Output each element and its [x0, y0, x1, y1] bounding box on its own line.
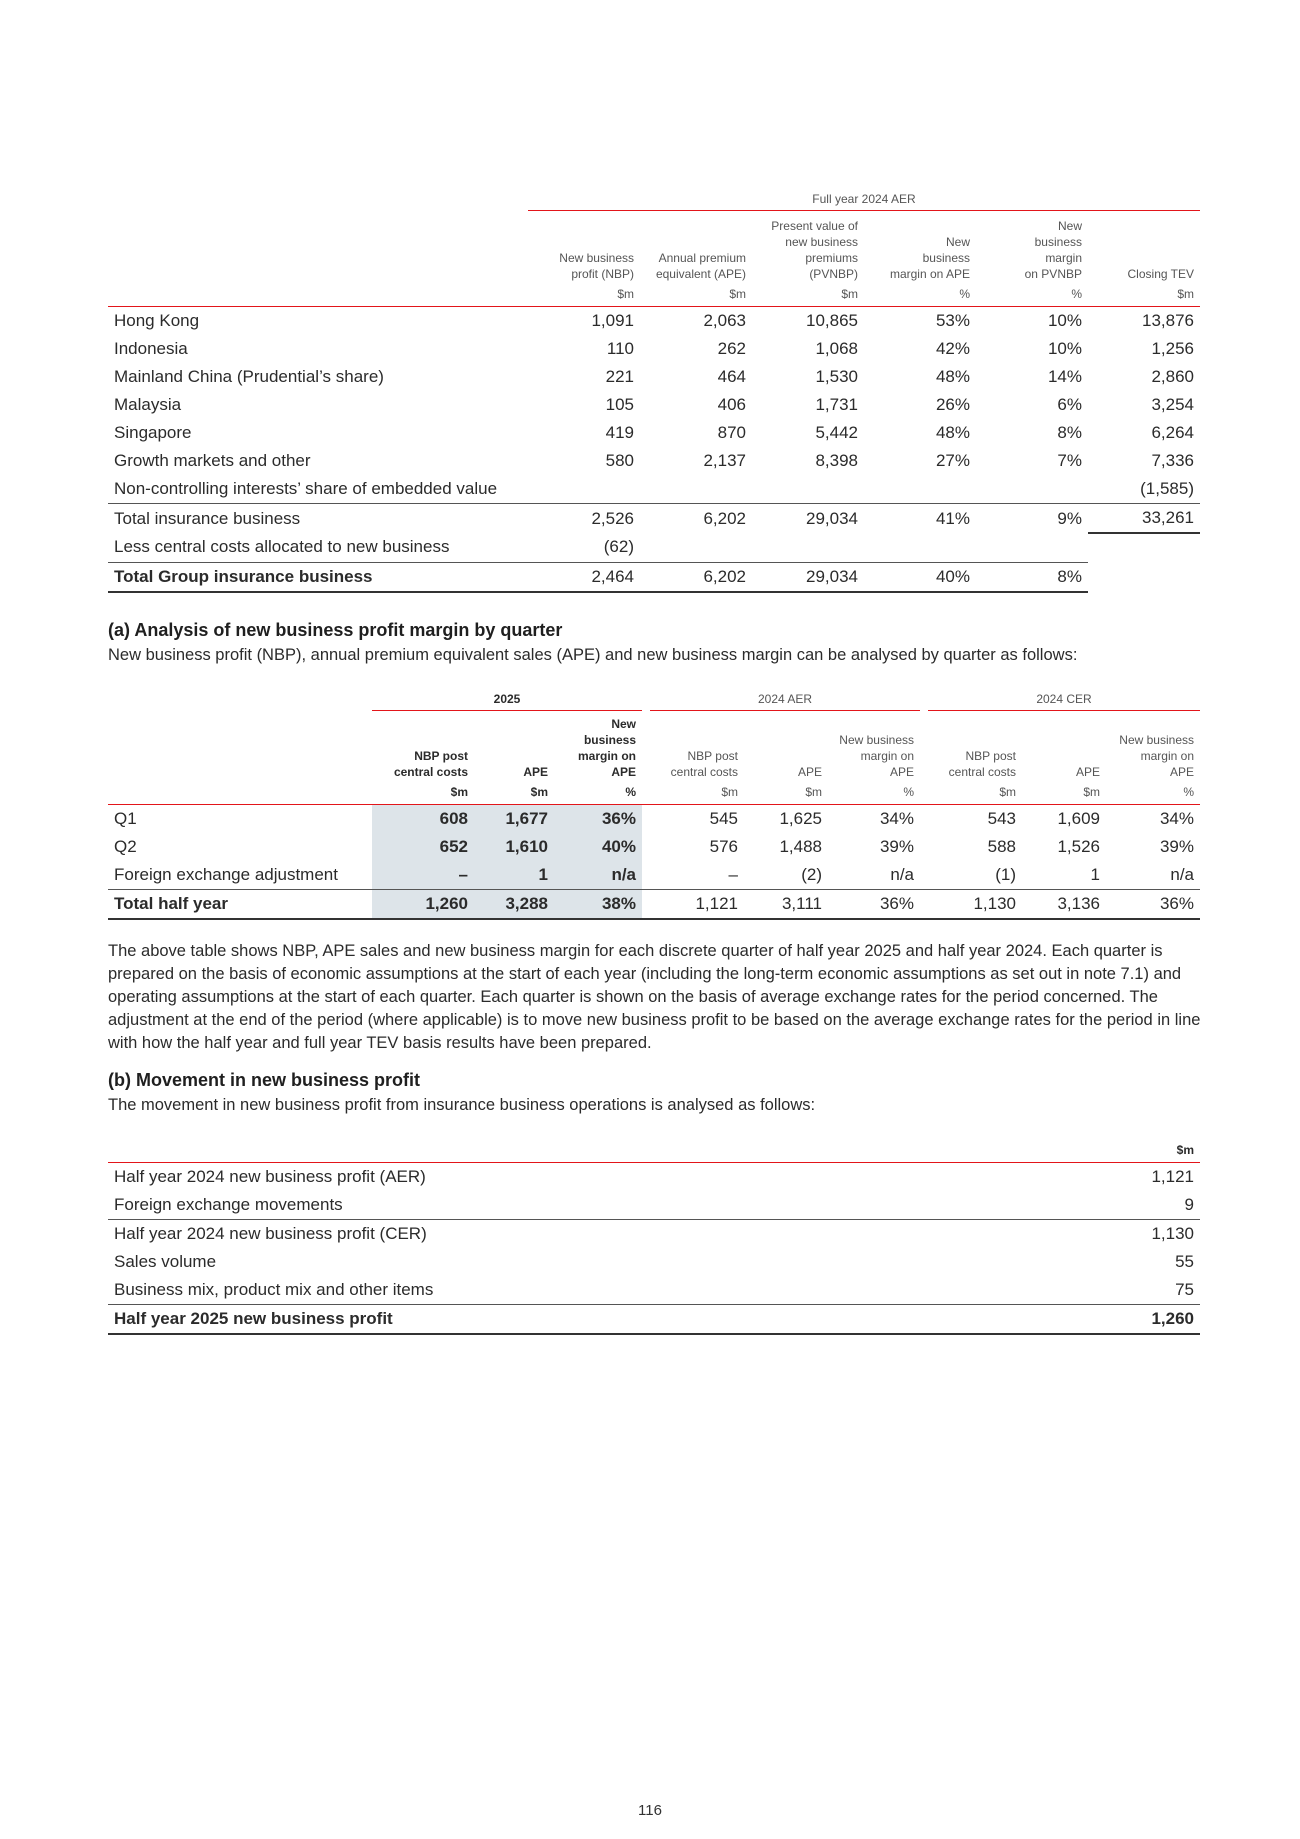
cell: n/a [1170, 865, 1194, 884]
table-row [108, 307, 1200, 336]
cell: 10% [976, 307, 1088, 336]
col-header-margin-cer: New business margin on APE [1119, 733, 1194, 779]
cell: 34% [828, 805, 920, 834]
cell: 652 [372, 833, 474, 861]
cell: 2,860 [1151, 367, 1194, 386]
table-row [108, 475, 1200, 504]
nbp-movement-table [108, 1138, 1200, 1335]
table-row [108, 1276, 1200, 1305]
cell: 36% [1106, 890, 1200, 920]
col-header-nbp: New business profit (NBP) [559, 251, 634, 281]
cell: 7% [1057, 451, 1082, 470]
table-row [108, 447, 1200, 475]
cell [640, 533, 752, 562]
row-label: Malaysia [114, 395, 182, 414]
cell: 39% [1159, 837, 1194, 856]
row-label: Half year 2024 new business profit (CER) [108, 1220, 1008, 1249]
row-label: Total Group insurance business [108, 562, 528, 592]
unit-cell: $m [1176, 1143, 1194, 1157]
cell: 419 [605, 423, 634, 442]
cell: 27% [935, 451, 970, 470]
cell: 8,398 [815, 451, 858, 470]
group-header-2024-cer [928, 692, 1200, 711]
row-label: Mainland China (Prudential’s share) [114, 367, 384, 386]
unit-cell: % [1071, 287, 1082, 301]
cell: 221 [605, 367, 634, 386]
table-row [108, 833, 1200, 861]
cell: 29,034 [752, 504, 864, 534]
unit-cell: $m [617, 287, 634, 301]
cell: 464 [717, 367, 746, 386]
cell: 13,876 [1088, 307, 1200, 336]
cell: 36% [554, 805, 642, 834]
cell: 1,256 [1151, 339, 1194, 358]
cell: 6% [1057, 395, 1082, 414]
table-row [108, 363, 1200, 391]
cell: 1,260 [1008, 1305, 1200, 1335]
cell: 2,137 [703, 451, 746, 470]
cell: 3,288 [474, 890, 554, 920]
cell: 39% [879, 837, 914, 856]
cell: 1,130 [920, 890, 1022, 920]
cell: 48% [935, 367, 970, 386]
cell: 55 [1175, 1252, 1194, 1271]
cell: 53% [864, 307, 976, 336]
nbp-by-quarter-table [108, 716, 1200, 920]
unit-cell: $m [1083, 785, 1100, 799]
cell: 8% [976, 562, 1088, 592]
row-label: Growth markets and other [114, 451, 311, 470]
cell: (2) [801, 865, 822, 884]
table1-header-row [108, 218, 1200, 282]
cell: 8% [1057, 423, 1082, 442]
col-header-ape: Annual premium equivalent (APE) [655, 251, 746, 281]
unit-cell: $m [999, 785, 1016, 799]
cell: 75 [1175, 1280, 1194, 1299]
cell: 9 [1184, 1195, 1194, 1214]
table-row [108, 1191, 1200, 1220]
cell: 2,526 [528, 504, 640, 534]
col-header-ape-aer: APE [797, 765, 822, 779]
row-label: Foreign exchange adjustment [114, 865, 338, 884]
cell [864, 533, 976, 562]
unit-cell: % [903, 785, 914, 799]
cell [864, 475, 976, 504]
cell: 1,610 [474, 833, 554, 861]
cell: 1,530 [815, 367, 858, 386]
col-header-margin-2025: New business margin on APE [577, 717, 636, 779]
cell: 608 [372, 805, 474, 834]
cell: 6,202 [640, 504, 752, 534]
cell: 1 [474, 861, 554, 890]
row-label: Total half year [108, 890, 372, 920]
table1-group-label: Full year 2024 AER [812, 192, 916, 206]
cell: 545 [642, 805, 744, 834]
cell: 870 [717, 423, 746, 442]
cell: n/a [890, 865, 914, 884]
row-label: Sales volume [114, 1252, 217, 1271]
unit-cell: $m [729, 287, 746, 301]
cell: 6,264 [1151, 423, 1194, 442]
cell: 1,488 [779, 837, 822, 856]
cell: 1,121 [642, 890, 744, 920]
cell: 576 [709, 837, 738, 856]
col-header-ape-2025: APE [523, 765, 548, 779]
cell: 1,677 [474, 805, 554, 834]
cell [1088, 562, 1200, 592]
cell: 9% [976, 504, 1088, 534]
cell: 40% [864, 562, 976, 592]
col-header-ape-cer: APE [1075, 765, 1100, 779]
cell: 543 [920, 805, 1022, 834]
cell: 1,526 [1057, 837, 1100, 856]
cell: (1) [995, 865, 1016, 884]
table-row-total-group [108, 562, 1200, 592]
unit-cell: % [959, 287, 970, 301]
cell: – [372, 861, 474, 890]
row-label: Q2 [114, 837, 137, 856]
table-row [108, 391, 1200, 419]
table-row-total-half-year [108, 890, 1200, 920]
table-row [108, 1248, 1200, 1276]
cell: 1,068 [815, 339, 858, 358]
cell: 1,130 [1008, 1220, 1200, 1249]
row-label: Hong Kong [108, 307, 528, 336]
cell: 38% [554, 890, 642, 920]
row-label: Less central costs allocated to new business [114, 537, 450, 557]
cell [1088, 533, 1200, 562]
cell: 3,254 [1151, 395, 1194, 414]
unit-cell: % [625, 785, 636, 799]
table-row [108, 533, 1200, 562]
group-label: 2024 CER [1036, 692, 1092, 706]
section-b-title: (b) Movement in new business profit [108, 1070, 421, 1090]
section-b-intro: The movement in new business profit from insurance business operations is analysed as follows: [108, 1096, 816, 1114]
group-label: 2025 [493, 692, 521, 706]
row-label: Q1 [108, 805, 372, 834]
cell: 1,625 [744, 805, 828, 834]
unit-cell: % [1183, 785, 1194, 799]
unit-cell: $m [721, 785, 738, 799]
cell: 3,111 [744, 890, 828, 920]
cell [752, 475, 864, 504]
cell: 14% [1047, 367, 1082, 386]
table1-group-header [528, 192, 1200, 211]
unit-cell: $m [530, 785, 548, 799]
cell: 105 [605, 395, 634, 414]
col-header-margin-pvnbp: New business margin on PVNBP [1024, 219, 1082, 281]
col-header-closing-tev: Closing TEV [1127, 267, 1194, 281]
cell: 42% [935, 339, 970, 358]
cell: 1,731 [815, 395, 858, 414]
tev-full-year-table [108, 218, 1200, 593]
cell: 5,442 [815, 423, 858, 442]
cell: 41% [864, 504, 976, 534]
cell: 406 [717, 395, 746, 414]
row-label: Singapore [114, 423, 192, 442]
row-label: Business mix, product mix and other items [114, 1280, 434, 1299]
cell: 1,121 [1008, 1163, 1200, 1192]
cell: 588 [987, 837, 1016, 856]
cell: 40% [554, 833, 642, 861]
cell: 29,034 [752, 562, 864, 592]
row-label: Foreign exchange movements [114, 1195, 343, 1214]
cell: – [728, 865, 738, 884]
cell: 10% [1047, 339, 1082, 358]
page-number: 116 [638, 1802, 662, 1819]
cell [752, 533, 864, 562]
row-label: Indonesia [114, 339, 188, 358]
table3-units-row [108, 1138, 1200, 1163]
cell: 110 [606, 339, 634, 358]
note-paragraph: The above table shows NBP, APE sales and new business margin for each discrete quarter of half year 2025 and half year 2024. Each quarter is prepared on the basis of economic assumptions at the start of each year (including the long-term economic assumptions as set out in note 7.1) and operating assumptions at the start of each quarter. Each quarter is shown on the basis of average exchange rates for the period concerned. The adjustment at the end of the period (where applicable) is to move new business profit to be based on the average exchange rates for the period in line with how the half year and full year TEV basis results have been prepared. [108, 942, 1201, 1052]
cell: 10,865 [752, 307, 864, 336]
cell [976, 533, 1088, 562]
cell: 26% [935, 395, 970, 414]
cell: 6,202 [640, 562, 752, 592]
cell: 36% [828, 890, 920, 920]
table-row [108, 1220, 1200, 1249]
cell: 2,063 [640, 307, 752, 336]
table-row [108, 419, 1200, 447]
row-label: Total insurance business [108, 504, 528, 534]
col-header-nbp-aer: NBP post central costs [670, 749, 738, 779]
col-header-nbp-cer: NBP post central costs [948, 749, 1016, 779]
unit-cell: $m [805, 785, 822, 799]
cell: 7,336 [1151, 451, 1194, 470]
table1-units-row [108, 282, 1200, 307]
table-row [108, 861, 1200, 890]
cell: 580 [605, 451, 634, 470]
col-header-margin-ape: New business margin on APE [889, 235, 970, 281]
table-row-total [108, 1305, 1200, 1335]
row-label: Half year 2025 new business profit [108, 1305, 1008, 1335]
cell: 262 [717, 339, 746, 358]
group-label: 2024 AER [757, 692, 813, 706]
table2-units-row [108, 780, 1200, 805]
cell: 1,609 [1022, 805, 1106, 834]
cell [528, 475, 640, 504]
table-row [108, 335, 1200, 363]
row-label: Non-controlling interests’ share of embedded value [114, 479, 498, 498]
cell: 2,464 [528, 562, 640, 592]
cell: (1,585) [1140, 479, 1194, 498]
cell: 34% [1106, 805, 1200, 834]
group-header-2025 [372, 692, 642, 711]
col-header-pvnbp: Present value of new business premiums (PVNBP) [771, 219, 858, 281]
cell [976, 475, 1088, 504]
table-row [108, 1163, 1200, 1192]
table-row-total-insurance [108, 504, 1200, 534]
section-a-title: (a) Analysis of new business profit margin by quarter [108, 620, 563, 640]
cell: 1,260 [372, 890, 474, 920]
table2-header-row [108, 716, 1200, 780]
cell: n/a [554, 861, 642, 890]
cell: 1 [1090, 865, 1100, 884]
col-header-margin-aer: New business margin on APE [839, 733, 914, 779]
cell [640, 475, 752, 504]
unit-cell: $m [450, 785, 468, 799]
unit-cell: $m [1177, 287, 1194, 301]
table-row [108, 805, 1200, 834]
col-header-nbp-2025: NBP post central costs [393, 749, 468, 779]
cell: 3,136 [1022, 890, 1106, 920]
cell: 1,091 [528, 307, 640, 336]
unit-cell: $m [841, 287, 858, 301]
cell: 33,261 [1088, 504, 1200, 534]
cell: (62) [603, 537, 634, 557]
row-label: Half year 2024 new business profit (AER) [108, 1163, 1008, 1192]
section-a-intro: New business profit (NBP), annual premium equivalent sales (APE) and new business margin can be analysed by quarter as follows: [108, 646, 1078, 664]
group-header-2024-aer [650, 692, 920, 711]
cell: 48% [935, 423, 970, 442]
